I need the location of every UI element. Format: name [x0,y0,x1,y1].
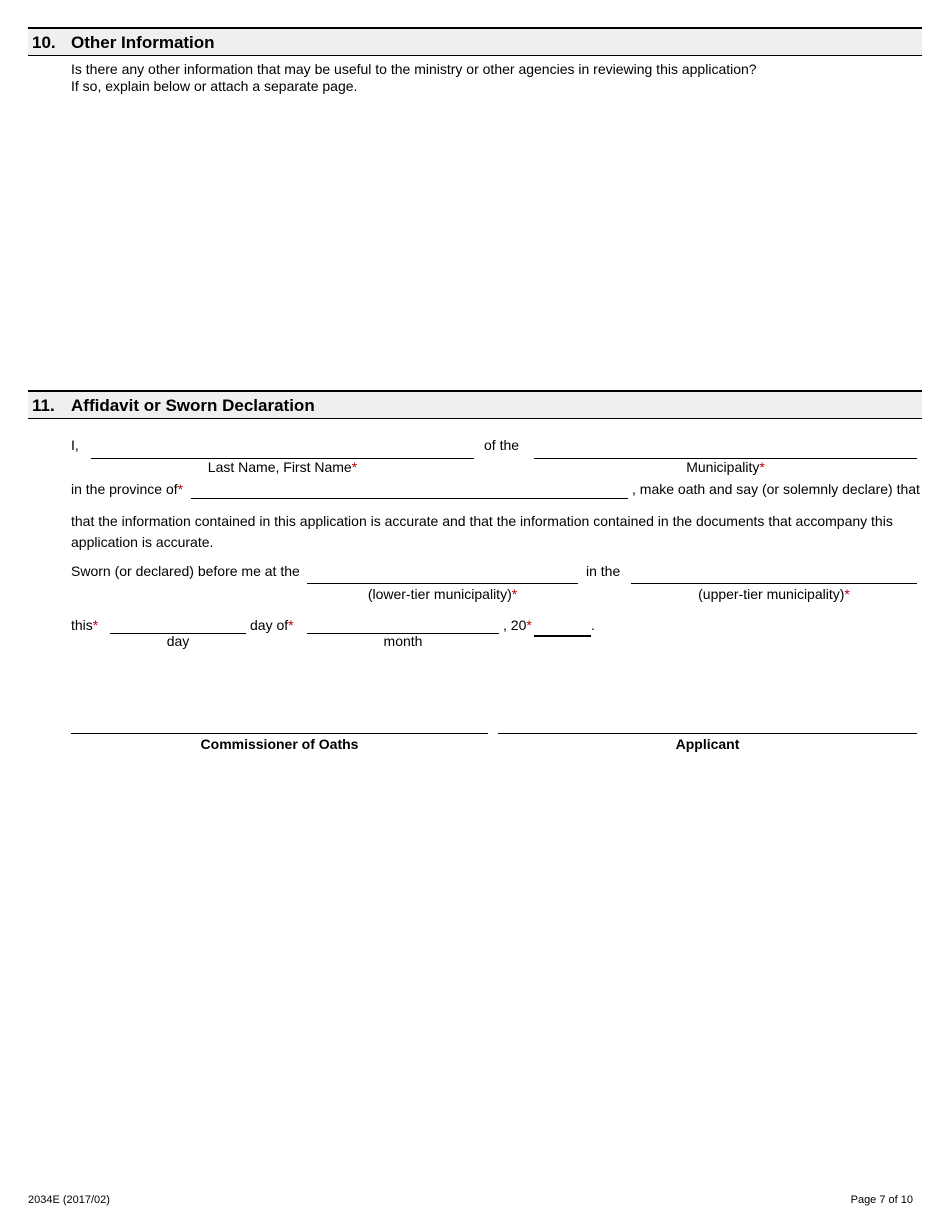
month-field[interactable] [307,615,499,634]
lower-tier-municipality-field[interactable] [307,565,578,584]
name-caption [91,459,474,475]
province-field[interactable] [191,480,628,499]
form-code: 2034E (2017/02) [28,1194,110,1206]
section-10-number: 10. [32,33,56,52]
commissioner-label: Commissioner of Oaths [200,736,359,752]
in-the-label: in the [586,563,621,579]
affidavit-statement: that the information contained in this application is accurate and that the information contained in the documents that accompany this application is accurate. [71,513,893,550]
section-10-question-line2: If so, explain below or attach a separate page. [71,78,358,94]
required-asterisk: * [177,481,184,497]
upper-tier-municipality-field[interactable] [631,565,917,584]
year-field[interactable] [534,617,591,637]
period: . [591,617,595,633]
day-field[interactable] [110,615,246,634]
required-asterisk: * [92,617,99,633]
municipality-caption-text: Municipality [686,459,760,475]
day-of-label-text: day of [250,617,289,633]
sworn-label: Sworn (or declared) before me at the [71,563,300,579]
applicant-label: Applicant [675,736,740,752]
required-asterisk: * [351,459,358,475]
i-label: I, [71,437,79,453]
section-11-number: 11. [32,396,55,415]
applicant-name-field[interactable] [91,440,474,459]
municipality-caption [534,459,917,475]
lower-tier-caption-text: (lower-tier municipality) [367,586,512,602]
province-label-text: in the province of [71,481,178,497]
lower-tier-caption [307,586,578,602]
required-asterisk: * [511,586,518,602]
this-label-text: this [71,617,93,633]
name-caption-text: Last Name, First Name [207,459,352,475]
year-prefix [503,617,532,633]
upper-tier-caption-text: (upper-tier municipality) [698,586,845,602]
province-label [71,481,183,497]
required-asterisk: * [759,459,765,475]
year-prefix-text: , 20 [503,617,527,633]
section-10-header [28,27,922,56]
day-caption: day [166,633,190,649]
page-number: Page 7 of 10 [850,1194,913,1206]
applicant-signature-line[interactable] [498,733,917,734]
this-label [71,617,98,633]
day-of-label [250,617,294,633]
other-information-textarea[interactable] [71,102,921,386]
municipality-field[interactable] [534,440,917,459]
required-asterisk: * [844,586,850,602]
of-the-label: of the [484,437,520,453]
commissioner-signature-line[interactable] [71,733,488,734]
oath-text: , make oath and say (or solemnly declare) that [632,481,920,497]
section-11-header [28,390,922,419]
required-asterisk: * [526,617,532,633]
required-asterisk: * [288,617,294,633]
section-11-title: Affidavit or Sworn Declaration [71,396,315,415]
section-10-question-line1: Is there any other information that may be useful to the ministry or other agencies in reviewing this application? [71,61,757,77]
upper-tier-caption [631,586,917,602]
month-caption: month [383,633,423,649]
section-10-title: Other Information [71,33,215,52]
